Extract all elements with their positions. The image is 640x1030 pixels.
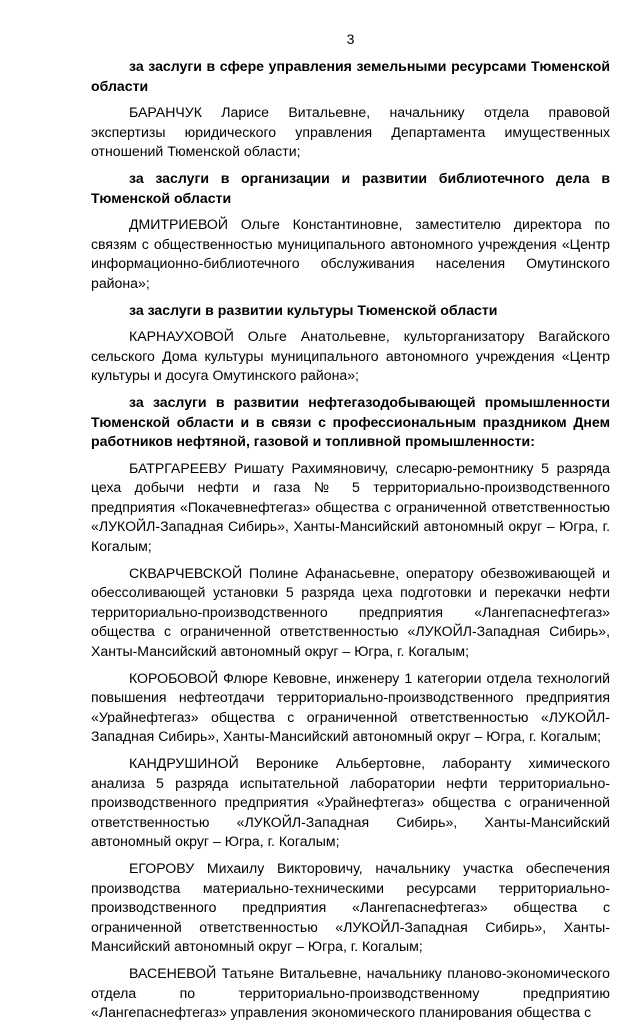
award-entry-vaseneva: ВАСЕНЕВОЙ Татьяне Витальевне, начальнику планово-экономического отдела по территориально-производственному предприятию «Лангепаснефтегаз» управления экономического планирования общества с <box>91 964 610 1021</box>
section-heading-land-resources: за заслуги в сфере управления земельными ресурсами Тюменской области <box>91 58 610 94</box>
award-entry-egorov: ЕГОРОВУ Михаилу Викторовичу, начальнику участка обеспечения производства материально-техническими ресурсами территориально-производственного предприятия «Лангепаснефтегаз» общества с ограниченной ответственностью «ЛУКОЙЛ-Западная Сибирь», Ханты-Мансийский автономный округ – Югра, г. Когалым; <box>91 859 610 955</box>
section-heading-library: за заслуги в организации и развитии библиотечного дела в Тюменской области <box>91 169 610 206</box>
award-entry-korobova: КОРОБОВОЙ Флюре Кевовне, инженеру 1 категории отдела технологий повышения нефтеотдачи территориально-производственного предприятия «Урайнефтегаз» общества с ограниченной ответственностью «ЛУКОЙЛ-Западная Сибирь», Ханты-Мансийский автономный округ – Югра, г. Когалым; <box>91 669 610 745</box>
award-entry-karnaukhova: КАРНАУХОВОЙ Ольге Анатольевне, культорганизатору Вагайского сельского Дома культуры муниципального автономного учреждения «Центр культуры и досуга Омутинского района»; <box>91 328 610 384</box>
section-heading-culture: за заслуги в развитии культуры Тюменской области <box>129 301 498 318</box>
page-number: 3 <box>346 31 355 47</box>
award-entry-kandrushina: КАНДРУШИНОЙ Веронике Альбертовне, лаборанту химического анализа 5 разряда испытательной лаборатории нефти территориально-производственного предприятия «Урайнефтегаз» общества с ограниченной ответственностью «ЛУКОЙЛ-Западная Сибирь», Ханты-Мансийский автономный округ – Югра, г. Когалым; <box>91 755 610 850</box>
document-body <box>91 57 610 1030</box>
award-entry-skvarchevskaya: СКВАРЧЕВСКОЙ Полине Афанасьевне, оператору обезвоживающей и обессоливающей установки 5 разряда цеха подготовки и перекачки нефти территориально-производственного предприятия «Лангепаснефтегаз» общества с ограниченной ответственностью «ЛУКОЙЛ-Западная Сибирь», Ханты-Мансийский автономный округ – Югра, г. Когалым; <box>91 564 610 660</box>
award-entry-batrgareev: БАТРГАРЕЕВУ Ришату Рахимяновичу, слесарю-ремонтнику 5 разряда цеха добычи нефти и газа № 5 территориально-производственного предприятия «Покачевнефтегаз» общества с ограниченной ответственностью «ЛУКОЙЛ-Западная Сибирь», Ханты-Мансийский автономный округ – Югра, г. Когалым; <box>91 459 610 555</box>
award-entry-dmitrieva: ДМИТРИЕВОЙ Ольге Константиновне, заместителю директора по связям с общественностью муниципального автономного учреждения «Центр информационно-библиотечного обслуживания населения Омутинского района»; <box>91 216 610 291</box>
section-heading-oil-gas: за заслуги в развитии нефтегазодобывающей промышленности Тюменской области и в связи с профессиональным праздником Днем работников нефтяной, газовой и топливной промышленности: <box>91 393 610 450</box>
award-entry-baranchuk: БАРАНЧУК Ларисе Витальевне, начальнику отдела правовой экспертизы юридического управления Департамента имущественных отношений Тюменской области; <box>91 104 610 160</box>
